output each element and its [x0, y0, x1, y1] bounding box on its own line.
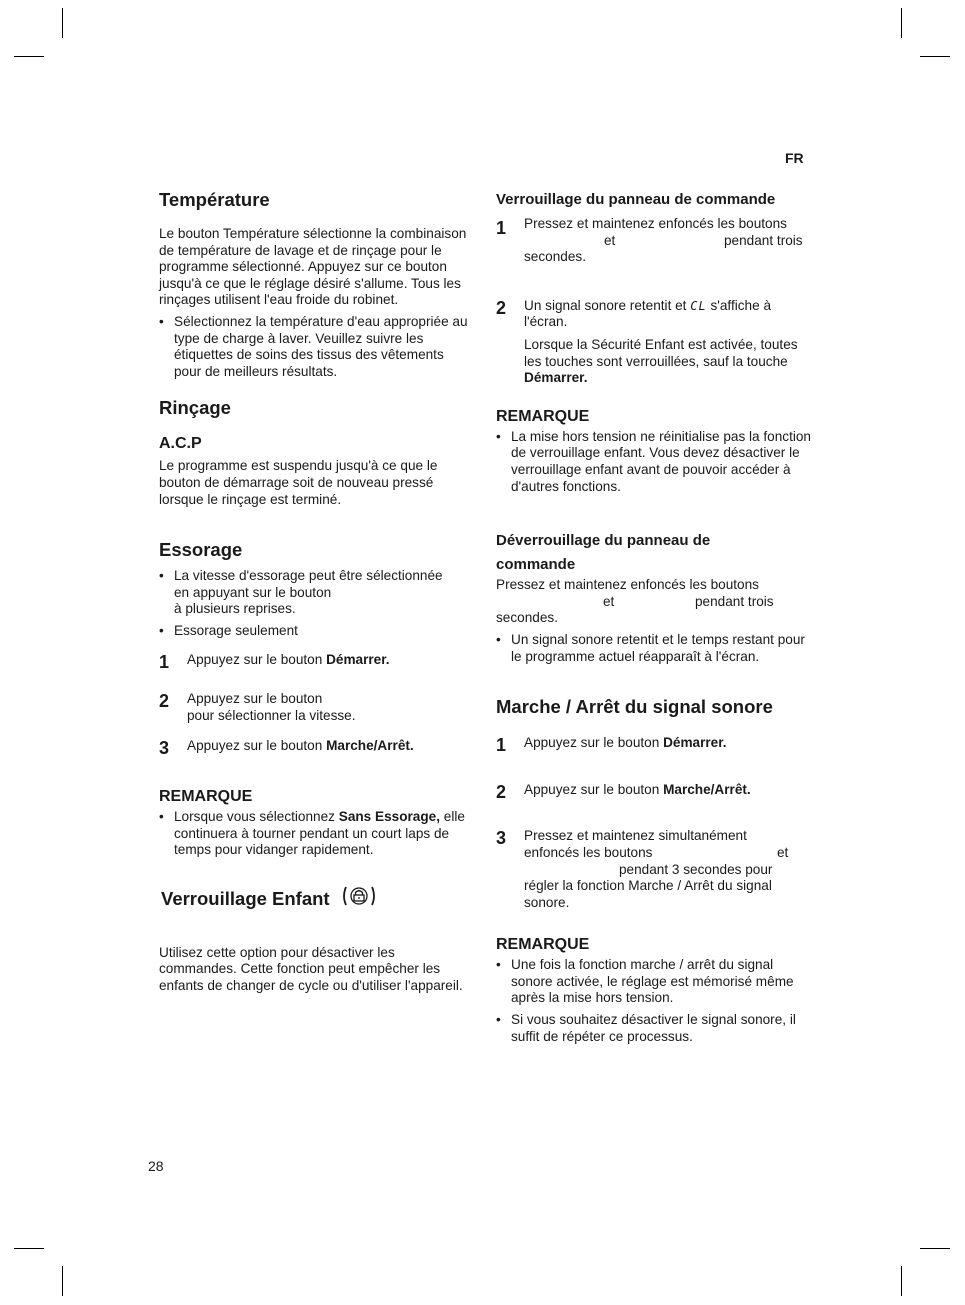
- unlock-line-2: [496, 594, 814, 611]
- step-bold: Démarrer.: [524, 370, 588, 386]
- step-text: Appuyez sur le bouton: [187, 691, 323, 707]
- beep-section: [496, 695, 814, 911]
- rincage-section: [159, 396, 469, 508]
- unlock-line-3: secondes.: [496, 610, 558, 626]
- remarque-1-bullet: • La mise hors tension ne réinitialise pas la fonction de verrouillage enfant. Vous devez désactiver le verrouillage enfant avant de pouvoir accéder à d'autres fonctions.: [496, 429, 814, 495]
- left-column: [159, 188, 469, 995]
- bullet-line: • La vitesse d'essorage peut être sélectionnée: [174, 568, 443, 584]
- remarque-section: [159, 785, 469, 859]
- step-text: et: [777, 844, 789, 860]
- step-text-part: s'affiche à l'écran.: [524, 297, 772, 330]
- step-number: 2: [496, 297, 507, 318]
- essorage-section: [159, 538, 469, 759]
- unlock-bullet: • Un signal sonore retentit et le temps restant pour le programme actuel réapparaît à l'écran.: [496, 632, 814, 665]
- step-text: régler la fonction Marche / Arrêt du signal sonore.: [524, 878, 772, 910]
- child-lock-icon: [341, 885, 377, 913]
- unlock-line-1: Pressez et maintenez enfoncés les boutons: [496, 577, 759, 593]
- rincage-body: Le programme est suspendu jusqu'à ce que le bouton de démarrage soit de nouveau pressé lorsque le rinçage est terminé.: [159, 458, 438, 507]
- lock-panel-section: [496, 188, 814, 387]
- step-text: Appuyez sur le bouton: [187, 651, 327, 667]
- essorage-title: Essorage: [159, 539, 243, 561]
- acp-subtitle: A.C.P: [159, 435, 202, 453]
- beep-step-3: [496, 828, 814, 911]
- step-text: Pressez et maintenez enfoncés les boutons: [524, 216, 787, 231]
- unlock-panel-section: [496, 529, 814, 665]
- step-text: Pressez et maintenez simultanément: [524, 828, 747, 844]
- crop-mark: [901, 8, 902, 38]
- step-text: Appuyez sur le bouton: [524, 735, 664, 751]
- essorage-step-1: [159, 651, 469, 672]
- temperature-section: [159, 188, 469, 380]
- remarque-text: elle continuera à tourner pendant un court laps de temps pour vidanger rapidement.: [174, 809, 465, 858]
- step-text: [524, 298, 814, 331]
- step-number: 1: [159, 651, 170, 672]
- step-number: 3: [496, 828, 507, 849]
- remarque-text: Lorsque vous sélectionnez: [174, 809, 339, 825]
- temperature-bullet: • Sélectionnez la température d'eau appropriée au type de charge à laver. Veuillez suivre les étiquettes de soins des tissus des vêtements pour de meilleurs résultats.: [159, 314, 469, 380]
- essorage-bullet-2: • Essorage seulement: [159, 623, 469, 640]
- step-text: et: [604, 232, 616, 248]
- essorage-bullet-1: [159, 568, 469, 618]
- lock-panel-title: Verrouillage du panneau de commande: [496, 191, 776, 208]
- remarque-1-section: [496, 405, 814, 495]
- step-number: 1: [496, 735, 507, 756]
- unlock-panel-title-1: Déverrouillage du panneau de: [496, 532, 711, 550]
- crop-mark: [62, 1266, 63, 1296]
- remarque-bold: Sans Essorage,: [338, 809, 440, 825]
- crop-mark: [14, 56, 44, 57]
- step-line: [524, 233, 814, 250]
- temperature-title: Température: [159, 189, 270, 210]
- language-label: FR: [785, 150, 804, 166]
- remarque-2-bullet-2: • Si vous souhaitez désactiver le signal sonore, il suffit de répéter ce processus.: [496, 1012, 814, 1045]
- step-bold: Marche/Arrêt.: [326, 738, 414, 754]
- crop-mark: [920, 1248, 950, 1249]
- remarque-title: REMARQUE: [159, 788, 253, 806]
- essorage-step-2: [159, 691, 469, 724]
- beep-step-1: [496, 735, 814, 756]
- essorage-step-3: [159, 738, 469, 759]
- step-text: pour sélectionner la vitesse.: [187, 707, 356, 723]
- unlock-panel-title-2: commande: [496, 556, 576, 574]
- crop-mark: [920, 56, 950, 57]
- verrouillage-title: Verrouillage Enfant: [161, 887, 330, 909]
- remarque-2-bullet-1: • Une fois la fonction marche / arrêt du signal sonore activée, le réglage est mémorisé même après la mise hors tension.: [496, 957, 814, 1007]
- crop-mark: [14, 1248, 44, 1249]
- crop-mark: [901, 1266, 902, 1296]
- page-number: 28: [148, 1158, 164, 1174]
- lock-step-2: [496, 298, 814, 387]
- unlock-text: et: [603, 593, 615, 609]
- step-number: 3: [159, 738, 170, 759]
- step-text-part: Lorsque la Sécurité Enfant est activée, toutes les touches sont verrouillées, sauf la touche: [524, 336, 798, 369]
- bullet-line: à plusieurs reprises.: [174, 601, 296, 617]
- beep-title: Marche / Arrêt du signal sonore: [496, 696, 773, 718]
- unlock-text: pendant trois: [695, 593, 774, 609]
- step-text: pendant 3 secondes pour: [619, 861, 773, 877]
- step-text: Appuyez sur le bouton: [187, 738, 327, 754]
- bullet-line: en appuyant sur le bouton: [174, 584, 332, 600]
- verrouillage-section: [159, 885, 469, 995]
- step-text: Appuyez sur le bouton: [524, 781, 664, 797]
- remarque-2-title: REMARQUE: [496, 936, 590, 954]
- verrouillage-title-row: [159, 885, 469, 913]
- step-bold: Démarrer.: [663, 735, 727, 751]
- temperature-body: Le bouton Température sélectionne la combinaison de température de lavage et de rinçage pour le programme sélectionné. Appuyez sur ce bouton jusqu'à ce que le réglage désiré s'allume. Tous les rinçages utilisent l'eau froide du robinet.: [159, 226, 467, 308]
- step-text: pendant trois: [724, 232, 803, 248]
- step-number: 2: [496, 781, 507, 802]
- verrouillage-body: Utilisez cette option pour désactiver les commandes. Cette fonction peut empêcher les enfants de changer de cycle ou d'utiliser l'appareil.: [159, 944, 463, 994]
- step-line: [524, 845, 814, 862]
- step-text: enfoncés les boutons: [524, 844, 653, 860]
- beep-step-2: [496, 781, 814, 802]
- lock-step-1: [496, 216, 814, 266]
- crop-mark: [62, 8, 63, 38]
- step-bold: Marche/Arrêt.: [663, 781, 751, 797]
- step-bold: Démarrer.: [326, 651, 390, 667]
- right-column: [496, 188, 814, 1045]
- step-text: secondes.: [524, 249, 586, 265]
- rincage-title: Rinçage: [159, 397, 231, 419]
- remarque-bullet: [159, 809, 469, 859]
- step-paragraph: [524, 337, 814, 387]
- step-number: 2: [159, 691, 170, 712]
- step-number: 1: [496, 218, 507, 238]
- cl-display-symbol: CL: [690, 298, 707, 313]
- remarque-2-section: [496, 933, 814, 1045]
- remarque-1-title: REMARQUE: [496, 407, 590, 425]
- step-text-part: Un signal sonore retentit et: [524, 297, 691, 313]
